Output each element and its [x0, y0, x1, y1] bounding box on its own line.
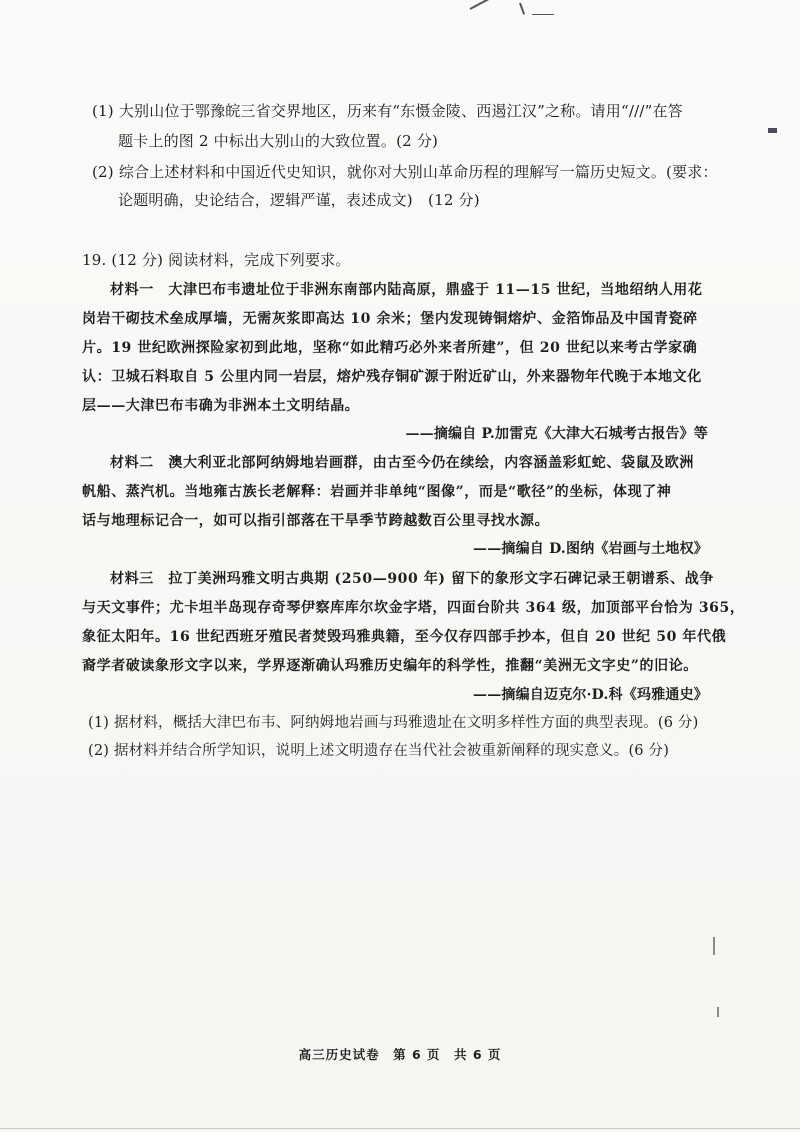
material2-line: 材料二 澳大利亚北部阿纳姆地岩画群，由古至今仍在续绘，内容涵盖彩虹蛇、袋鼠及欧洲 — [110, 455, 694, 471]
q19-sub-question-1: (1) 据材料，概括大津巴布韦、阿纳姆地岩画与玛雅遗址在文明多样性方面的典型表现。(6 分) — [88, 715, 699, 731]
page-footer: 高三历史试卷 第 6 页 共 6 页 — [298, 1047, 502, 1062]
q18-part2-line1: (2) 综合上述材料和中国近代史知识，就你对大别山革命历程的理解写一篇历史短文。(要求： — [92, 163, 718, 181]
scan-dust-mark — [713, 937, 715, 955]
q19-header: 19. (12 分) 阅读材料，完成下列要求。 — [82, 251, 351, 269]
material2-line: 帆船、蒸汽机。当地雍古族长老解释：岩画并非单纯“图像”，而是“歌径”的坐标，体现了神 — [82, 484, 672, 500]
material3-line: 象征太阳年。16 世纪西班牙殖民者焚毁玛雅典籍，至今仅存四部手抄本，但自 20 世纪 50 年代俄 — [82, 629, 727, 645]
material1-source: ——摘编自 P.加雷克《大津大石城考古报告》等 — [405, 426, 708, 442]
material2-line: 话与地理标记合一，如可以指引部落在干旱季节跨越数百公里寻找水源。 — [82, 513, 550, 529]
q18-part2-line2: 论题明确，史论结合，逻辑严谨，表述成文) (12 分) — [118, 191, 480, 209]
scan-bottom-edge — [0, 1128, 800, 1129]
material1-line: 层——大津巴布韦确为非洲本土文明结晶。 — [82, 398, 360, 414]
material3-line: 与天文事件；尤卡坦半岛现存奇琴伊察库库尔坎金字塔，四面台阶共 364 级，加顶部平台恰为 365， — [82, 600, 745, 616]
scan-scratch-mark — [519, 3, 525, 15]
scan-scratch-mark — [532, 14, 554, 15]
q19-sub-question-2: (2) 据材料并结合所学知识，说明上述文明遗存在当代社会被重新阐释的现实意义。(6 分) — [88, 743, 670, 759]
material1-line: 片。19 世纪欧洲探险家初到此地，坚称“如此精巧必外来者所建”，但 20 世纪以来考古学家确 — [82, 340, 698, 356]
scan-scratch-mark — [470, 0, 503, 10]
scan-dust-mark — [717, 1007, 719, 1017]
material1-line: 岗岩干砌技术垒成厚墙，无需灰浆即高达 10 余米；堡内发现铸铜熔炉、金箔饰品及中国青瓷碎 — [82, 311, 698, 327]
material1-line: 认：卫城石料取自 5 公里内同一岩层，熔炉残存铜矿源于附近矿山，外来器物年代晚于本地文化 — [82, 369, 702, 385]
scan-edge-mark — [768, 128, 777, 133]
material3-line: 材料三 拉丁美洲玛雅文明古典期 (250—900 年) 留下的象形文字石碑记录王朝谱系、战争 — [110, 571, 714, 587]
material3-line: 裔学者破读象形文字以来，学界逐渐确认玛雅历史编年的科学性，推翻“美洲无文字史”的旧论。 — [82, 658, 698, 674]
material1-line: 材料一 大津巴布韦遗址位于非洲东南部内陆高原，鼎盛于 11—15 世纪，当地绍纳人用花 — [110, 282, 703, 298]
q18-part1-line1: (1) 大别山位于鄂豫皖三省交界地区，历来有“东慑金陵、西遏江汉”之称。请用“///”在答 — [92, 102, 683, 120]
material3-source: ——摘编自迈克尔·D.科《玛雅通史》 — [473, 687, 708, 703]
q18-part1-line2: 题卡上的图 2 中标出大别山的大致位置。(2 分) — [118, 132, 439, 150]
material2-source: ——摘编自 D.图纳《岩画与土地权》 — [473, 541, 708, 557]
